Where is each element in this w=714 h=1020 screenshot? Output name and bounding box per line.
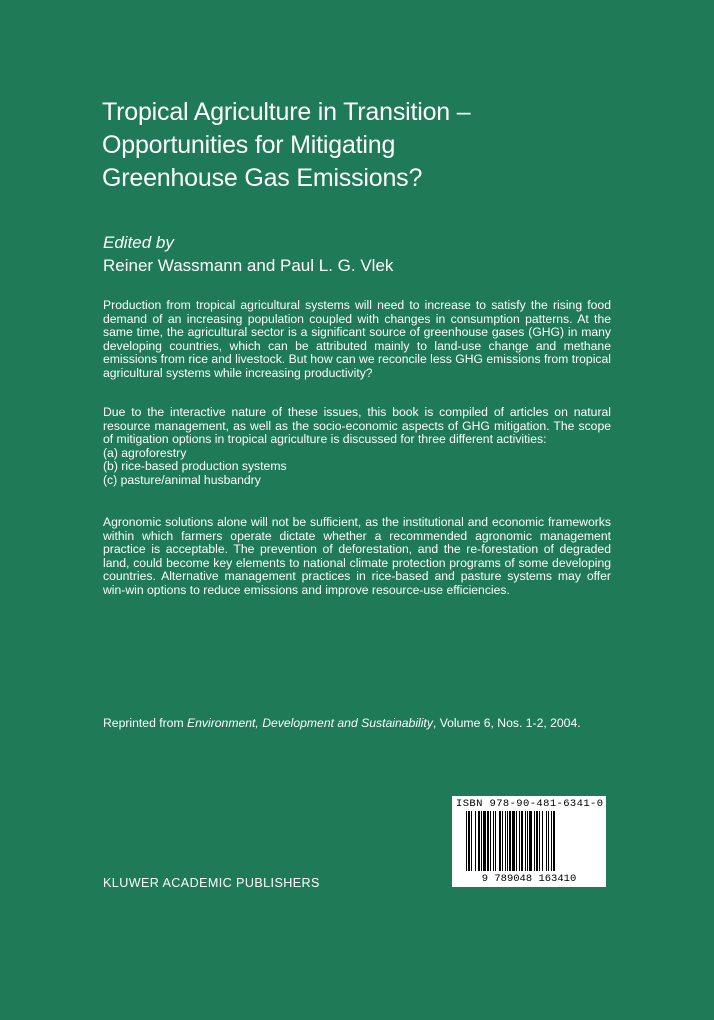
- editor-names: Reiner Wassmann and Paul L. G. Vlek: [103, 256, 394, 275]
- barcode-bar-24: [536, 811, 538, 871]
- isbn-label: ISBN 978-90-481-6341-0: [456, 798, 604, 810]
- reprint-prefix: Reprinted from: [103, 716, 187, 730]
- paragraph-2-text: Due to the interactive nature of these issues, this book is compiled of articles on natural resource management, as well as the socio-economic aspects of GHG mitigation. The scope of mitigation options in tropical agriculture is discussed for three different activities:: [103, 405, 611, 447]
- barcode-bar-26: [542, 811, 543, 871]
- barcode-bar-20: [525, 811, 526, 871]
- barcode-bar-2: [471, 811, 472, 871]
- barcode-bar-18: [519, 811, 520, 871]
- edited-by-label: Edited by: [103, 233, 174, 252]
- barcode-bar-8: [490, 811, 491, 871]
- list-item: (c) pasture/animal husbandry: [103, 472, 261, 487]
- title-line-3: Greenhouse Gas Emissions?: [102, 164, 423, 192]
- barcode-bar-21: [527, 811, 528, 871]
- barcode-bar-9: [493, 811, 494, 871]
- title-line-1: Tropical Agriculture in Transition –: [102, 98, 471, 126]
- reprint-note: [103, 716, 581, 730]
- barcode-bar-5: [481, 811, 482, 871]
- description-paragraph-3: Agronomic solutions alone will not be sufficient, as the institutional and economic frameworks within which farmers operate dictate whether a recommended agronomic management practice is acceptable. The prevention of deforestation, and the re-forestation of degraded land, could become key elements to national climate protection programs of some developing countries. Alternative management practices in rice-based and pasture systems may offer win-win options to reduce emissions and improve resource-use efficiencies.: [103, 515, 611, 597]
- publisher-name: KLUWER ACADEMIC PUBLISHERS: [103, 876, 320, 890]
- title-line-2: Opportunities for Mitigating: [102, 131, 396, 159]
- barcode-bar-14: [507, 811, 508, 871]
- reprint-suffix: , Volume 6, Nos. 1-2, 2004.: [432, 716, 581, 730]
- isbn-barcode: [452, 796, 606, 887]
- list-item: (a) agroforestry: [103, 445, 187, 460]
- barcode-bar-17: [516, 811, 517, 871]
- barcode-bar-13: [505, 811, 506, 871]
- barcode-bar-22: [529, 811, 532, 871]
- barcode-bar-19: [521, 811, 523, 871]
- barcode-bar-4: [478, 811, 480, 871]
- barcode-bar-30: [553, 811, 555, 871]
- barcode-bar-27: [546, 811, 547, 871]
- barcode-bar-7: [487, 811, 489, 871]
- journal-name: Environment, Development and Sustainability: [187, 716, 433, 730]
- barcode-bar-29: [551, 811, 552, 871]
- barcode-bar-6: [483, 811, 486, 871]
- barcode-bar-15: [509, 811, 511, 871]
- description-paragraph-2: [103, 406, 611, 488]
- description-paragraph-1: Production from tropical agricultural systems will need to increase to satisfy the rising food demand of an increasing population coupled with changes in consumption patterns. At the same time, the agricultural sector is a significant source of greenhouse gases (GHG) in many developing countries, which can be attributed mainly to land-use change and methane emissions from rice and livestock. But how can we reconcile less GHG emissions from tropical agricultural systems while increasing productivity?: [103, 298, 611, 380]
- barcode-bar-10: [495, 811, 496, 871]
- barcode-bar-11: [499, 811, 501, 871]
- barcode-bar-28: [548, 811, 549, 871]
- barcode-bar-23: [534, 811, 535, 871]
- barcode-bar-16: [512, 811, 515, 871]
- barcode-bar-12: [502, 811, 503, 871]
- list-item: (b) rice-based production systems: [103, 459, 287, 474]
- barcode-digits: 9 789048 163410: [481, 873, 577, 885]
- barcode-bar-3: [475, 811, 476, 871]
- barcode-bar-1: [468, 811, 470, 871]
- barcode-bar-25: [539, 811, 540, 871]
- activities-list: [103, 447, 611, 488]
- barcode-bar-0: [466, 811, 467, 871]
- book-title: [102, 96, 662, 195]
